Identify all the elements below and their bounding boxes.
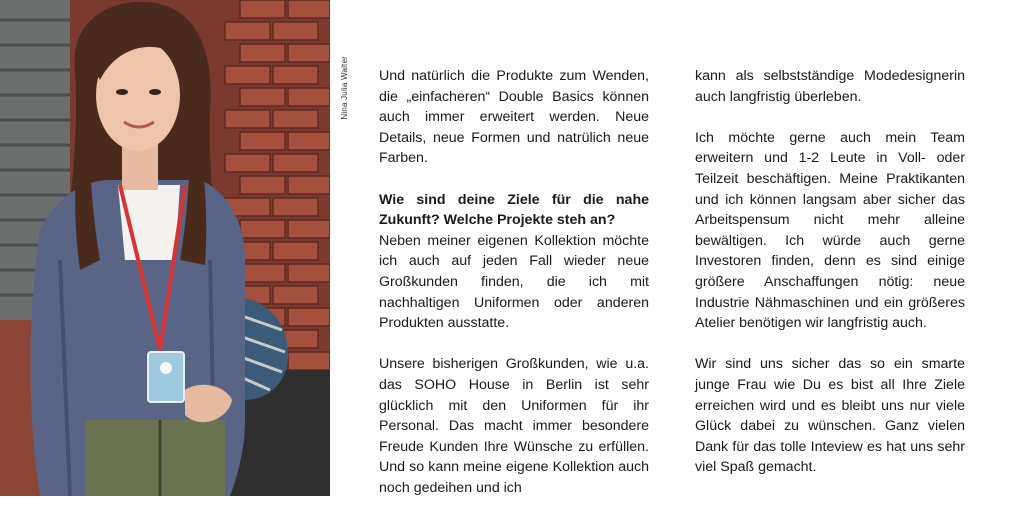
photo-credit: Nina Julia Walter: [340, 56, 349, 120]
portrait-illustration: [0, 0, 330, 496]
paragraph: Und natürlich die Produkte zum Wenden, die „einfacheren“ Double Basics können auch immer erweitert werden. Neue Details, neue Formen und natrülich neue Farben.: [379, 68, 649, 167]
interview-question: Wie sind deine Ziele für die nahe Zukunft? Welche Projekte steh an?: [379, 191, 649, 229]
paragraph: Unsere bisherigen Großkunden, wie u.a. das SOHO House in Berlin ist sehr glücklich mit den Uniformen für ihr Personal. Das macht immer besondere Freude Kunden Ihre Wünsche zu erfüllen. Und so kann meine eigene Kollektion auch noch gedeihen und ich: [379, 356, 649, 496]
paragraph: Wir sind uns sicher das so ein smarte junge Frau wie Du es bist all Ihre Ziele erreichen wird und es bleibt uns nur viele Glück dabei zu wünschen. Ganz vielen Dank für das tolle Inteview es hat uns sehr viel Spaß gemacht.: [695, 356, 965, 476]
portrait-photo: [0, 0, 330, 496]
article-column-1: [379, 66, 649, 519]
paragraph: kann als selbstständige Modedesignerin auch langfristig überleben.: [695, 68, 965, 105]
paragraph: Ich möchte gerne auch mein Team erweitern und 1-2 Leute in Voll- oder Teilzeit beschäftigen. Meine Praktikanten und ich können langsam aber sicher das Arbeitspensum nicht mehr alleine bewältigen. Ich würde auch gerne Investoren finden, denn es sind einige größere Anschaffungen nötig: neue Industrie Nähmaschinen und ein größeres Atelier benötigen wir langfristig auch.: [695, 129, 965, 332]
paragraph: Neben meiner eigenen Kollektion möchte ich auch auf jeden Fall wieder neue Großkunden finden, die ich mit nachhaltigen Uniformen oder anderen Produkten ausstatte.: [379, 232, 649, 332]
article-column-2: [695, 66, 965, 498]
